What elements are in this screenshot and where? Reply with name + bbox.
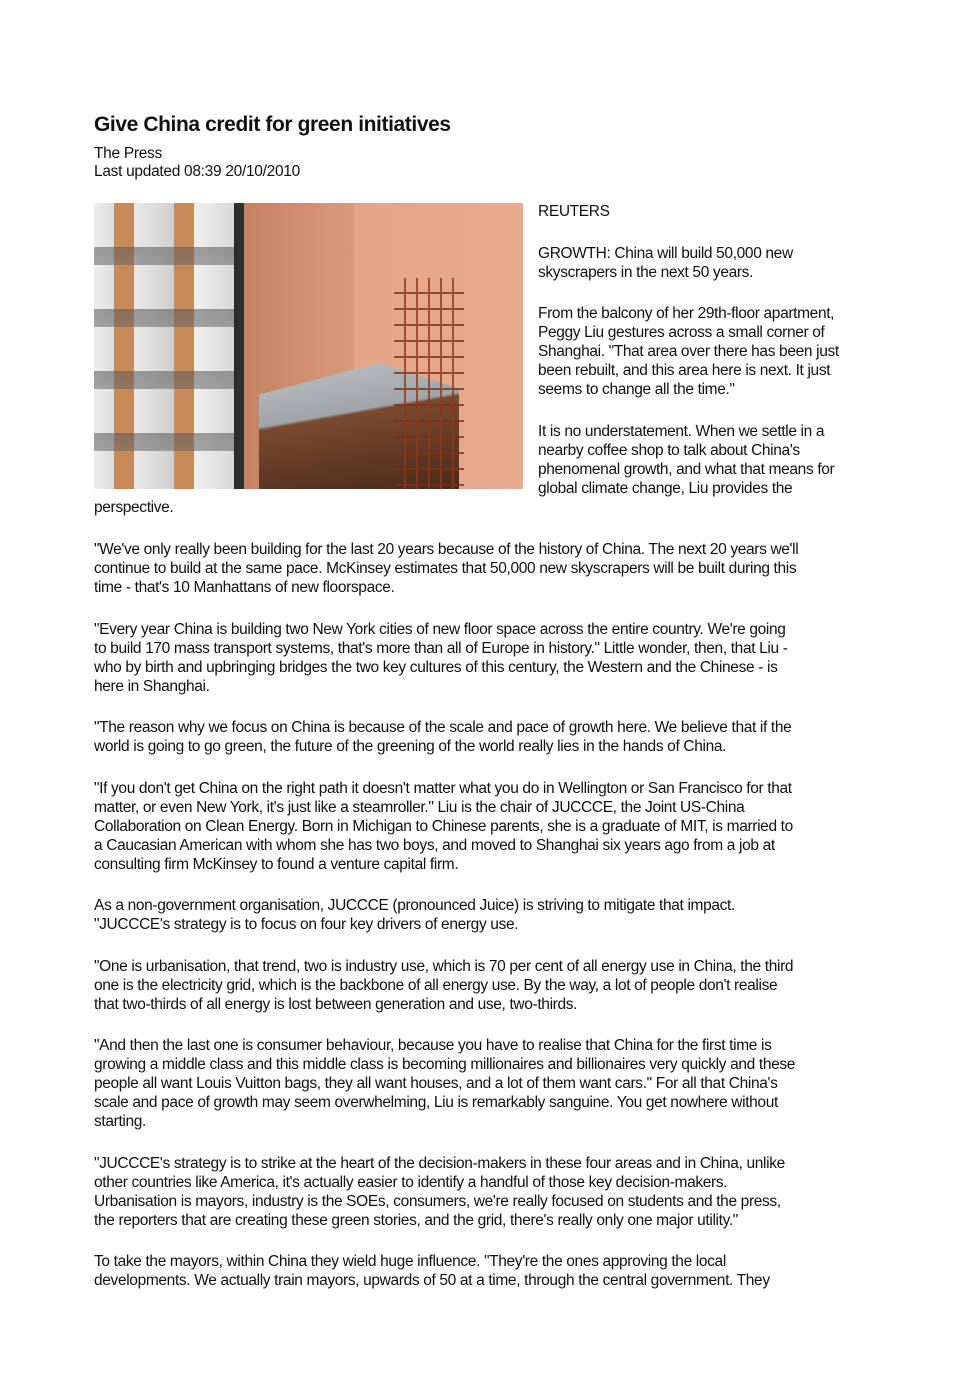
paragraph [94,620,798,696]
text-line: developments. We actually train mayors, upwards of 50 at a time, through the central government. They [94,1272,770,1289]
paragraph [538,304,839,399]
wrapped-text-line: perspective. [94,499,174,516]
text-line: "If you don't get China on the right path it doesn't matter what you do in Wellington or San Francisco for that [94,779,792,797]
paragraph [538,422,839,498]
text-line: time - that's 10 Manhattans of new floorspace. [94,579,395,596]
article-title: Give China credit for green initiatives [94,113,451,136]
photo-scaffolding [394,278,464,489]
text-line: one is the electricity grid, which is the backbone of all energy use. By the way, a lot of people don't realise [94,976,778,994]
text-line: continue to build at the same pace. McKinsey estimates that 50,000 new skyscrapers will be built during this [94,560,797,577]
text-line: skyscrapers in the next 50 years. [538,263,754,281]
text-line: growing a middle class and this middle class is becoming millionaires and billionaires very quickly and these [94,1056,796,1073]
text-line: people all want Louis Vuitton bags, they all want houses, and a lot of them want cars." For all that China's [94,1075,778,1092]
last-updated: Last updated 08:39 20/10/2010 [94,163,300,180]
paragraph [94,1154,798,1230]
text-line: "JUCCCE's strategy is to focus on four key drivers of energy use. [94,916,519,933]
text-line: nearby coffee shop to talk about China's [538,441,800,459]
paragraph [94,957,798,1014]
text-line: who by birth and upbringing bridges the two key cultures of this century, the Western and the Chinese - is [94,658,778,676]
article-photo-construction [94,203,523,489]
paragraph [94,1036,798,1131]
text-line: consulting firm McKinsey to found a venture capital firm. [94,855,459,873]
photo-building-windows [94,203,234,489]
text-line: As a non-government organisation, JUCCCE (pronounced Juice) is striving to mitigate that impact. [94,897,735,914]
paragraph [94,779,798,874]
text-line: "JUCCCE's strategy is to strike at the heart of the decision-makers in these four areas and in China, unlike [94,1154,785,1172]
text-line: Collaboration on Clean Energy. Born in Michigan to Chinese parents, she is a graduate of MIT, is married to [94,817,793,835]
text-line: matter, or even New York, it's just like a steamroller." Liu is the chair of JUCCCE, the Joint US-China [94,798,745,816]
text-line: starting. [94,1113,146,1130]
text-line: Shanghai. "That area over there has been just [538,343,839,360]
article-source: The Press [94,145,162,162]
text-line: other countries like America, it's actually easier to identify a handful of those key decision-makers. [94,1173,728,1191]
text-line: Peggy Liu gestures across a small corner of [538,324,825,341]
photo-side-column [538,202,839,520]
text-line: "The reason why we focus on China is because of the scale and pace of growth here. We believe that if the [94,719,792,736]
text-line: scale and pace of growth may seem overwhelming, Liu is remarkably sanguine. You get nowhere without [94,1094,778,1111]
paragraph [94,1252,798,1290]
paragraph [538,244,839,282]
text-line: It is no understatement. When we settle in a [538,422,825,440]
text-line: seems to change all the time." [538,381,735,398]
text-line: that two-thirds of all energy is lost between generation and use, two-thirds. [94,995,578,1013]
text-line: here in Shanghai. [94,677,210,695]
article-body [94,540,798,1313]
paragraph [94,896,798,934]
text-line: "One is urbanisation, that trend, two is industry use, which is 70 per cent of all energy use in China, the third [94,957,794,975]
paragraph [94,718,798,756]
text-line: world is going to go green, the future of the greening of the world really lies in the hands of China. [94,738,727,755]
text-line: the reporters that are creating these green stories, and the grid, there's really only one major utility." [94,1211,738,1229]
text-line: Urbanisation is mayors, industry is the SOEs, consumers, we're really focused on students and the press, [94,1192,781,1210]
text-line: REUTERS [538,203,610,220]
text-line: From the balcony of her 29th-floor apartment, [538,305,835,322]
text-line: To take the mayors, within China they wield huge influence. "They're the ones approving the local [94,1253,726,1270]
text-line: global climate change, Liu provides the [538,479,793,497]
text-line: GROWTH: China will build 50,000 new [538,244,793,262]
text-line: "Every year China is building two New York cities of new floor space across the entire country. We're going [94,620,786,638]
text-line: phenomenal growth, and what that means for [538,460,835,478]
text-line: "We've only really been building for the last 20 years because of the history of China. The next 20 years we'll [94,541,799,558]
text-line: "And then the last one is consumer behaviour, because you have to realise that China for the first time is [94,1037,772,1054]
paragraph [538,202,839,221]
text-line: to build 170 mass transport systems, that's more than all of Europe in history." Little wonder, then, that Liu - [94,639,788,657]
text-line: been rebuilt, and this area here is next. It just [538,362,831,379]
paragraph [94,540,798,597]
text-line: a Caucasian American with whom she has two boys, and moved to Shanghai six years ago from a job at [94,836,775,854]
